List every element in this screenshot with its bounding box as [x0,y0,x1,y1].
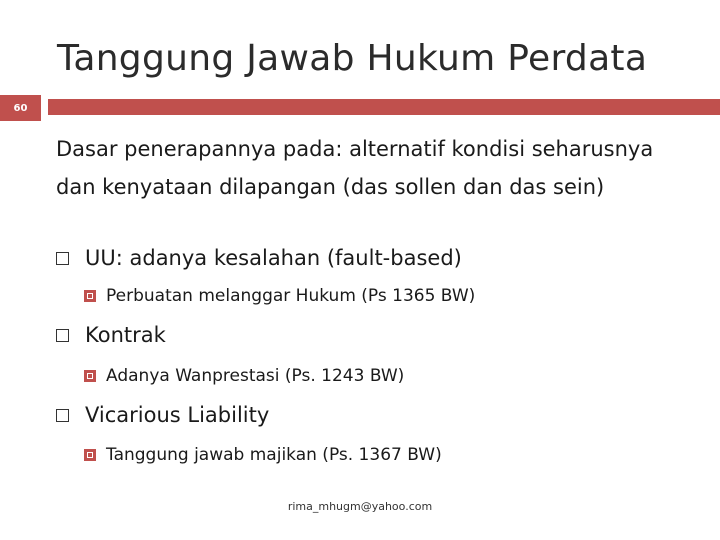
sub-bullet-2 [84,366,404,386]
sub-bullet-1-label: Perbuatan melanggar Hukum (Ps 1365 BW) [106,286,476,306]
sub-bullet-3 [84,445,442,465]
title-rule [0,95,720,121]
bullet-2 [56,323,166,347]
filled-square-bullet-icon [84,370,96,382]
hollow-square-bullet-icon [56,329,69,342]
bullet-2-label: Kontrak [85,323,166,347]
bullet-3 [56,403,269,427]
footer-email: rima_mhugm@yahoo.com [287,500,433,513]
slide-title: Tanggung Jawab Hukum Perdata [57,38,648,79]
hollow-square-bullet-icon [56,409,69,422]
bullet-1-label: UU: adanya kesalahan (fault-based) [85,246,462,270]
intro-text: Dasar penerapannya pada: alternatif kondisi seharusnya dan kenyataan dilapangan (das sollen dan das sein) [56,137,654,199]
slide-number: 60 [0,95,41,121]
filled-square-bullet-icon [84,290,96,302]
hollow-square-bullet-icon [56,252,69,265]
filled-square-bullet-icon [84,449,96,461]
sub-bullet-1 [84,286,475,306]
sub-bullet-2-label: Adanya Wanprestasi (Ps. 1243 BW) [106,366,405,386]
bullet-3-label: Vicarious Liability [85,403,270,427]
accent-line [48,99,720,115]
bullet-1 [56,246,462,270]
sub-bullet-3-label: Tanggung jawab majikan (Ps. 1367 BW) [106,445,442,465]
